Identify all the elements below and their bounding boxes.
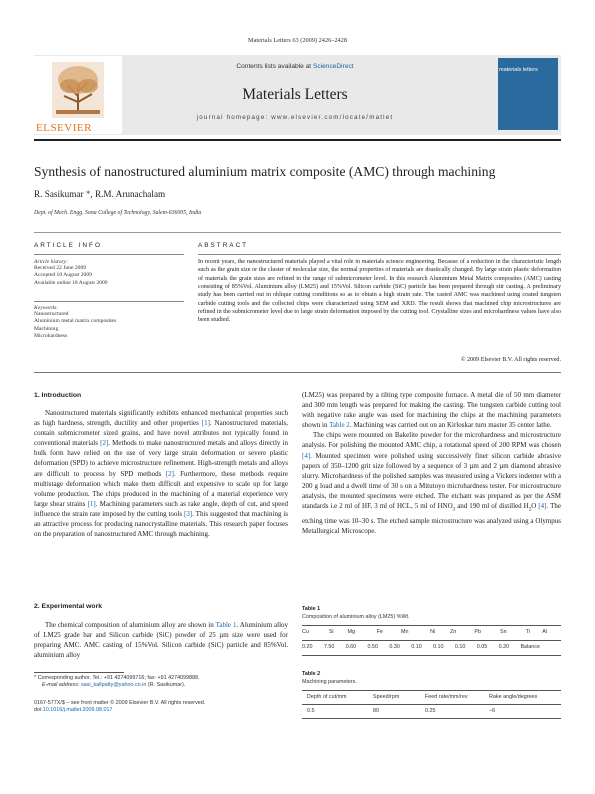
table-header-cell: Zn <box>449 629 457 635</box>
reference-link[interactable]: [4] <box>538 502 547 511</box>
table2-values <box>307 708 561 714</box>
article-info-heading: ARTICLE INFO <box>34 242 102 249</box>
doi-line: doi:10.1016/j.matlet.2009.08.017 <box>34 707 113 713</box>
table-header-cell: Si <box>328 629 334 635</box>
info-divider <box>34 232 561 233</box>
cover-title: materials letters <box>499 67 538 73</box>
article-info-rule <box>34 254 184 255</box>
table2-top-rule <box>302 690 561 691</box>
casting-paragraph: (LM25) was prepared by a tilting type composite furnace. A metal die of 50 mm diameter and 300 mm length was prepared for making the casting. The tungsten carbide cutting tool with negative rake angle was used for machining the chips at the machining parameters shown in Table 2. Machining was carried out on an Kirloskar turn master 35 center lathe. <box>302 391 561 430</box>
corresponding-author-marker[interactable]: * <box>83 189 91 199</box>
table-header-cell: Pb <box>474 629 481 635</box>
keywords-label: Keywords: <box>34 305 59 311</box>
elsevier-tree-icon <box>34 56 122 122</box>
table-header-cell: Ni <box>430 629 436 635</box>
table1-values <box>302 644 561 650</box>
reference-link[interactable]: [1] <box>201 419 210 428</box>
issn-doi <box>34 700 288 714</box>
table-header-cell: Fe <box>376 629 383 635</box>
table2-caption: Machining parameters. <box>302 679 357 685</box>
table-cell: 0.60 <box>345 644 357 650</box>
body-divider <box>34 372 561 373</box>
experimental-paragraph: The chemical composition of aluminium alloy are shown in Table 1. Aluminium alloy of LM25 grade bar and Silicon carbide (SiC) powder of 25 µm size were used for preparing AMC. AMC casting of 15%Vol. Silicon carbide (SiC) particle and 85%Vol. aluminium alloy <box>34 621 289 660</box>
table1-caption: Composition of aluminium alloy (LM25) %Wt. <box>302 614 410 620</box>
table-cell: 0.10 <box>433 644 444 650</box>
footnote <box>34 675 288 689</box>
table-row <box>307 708 561 714</box>
author-name: R. Sasikumar <box>34 189 84 199</box>
table-row <box>302 644 561 650</box>
table-cell: 0.05 <box>476 644 488 650</box>
table2-label: Table 2 <box>302 671 321 677</box>
corresponding-author-note: * Corresponding author. Tel.: +91 4274099716; fax: +91 4274099888. <box>34 675 200 681</box>
sciencedirect-link[interactable]: ScienceDirect <box>312 63 354 70</box>
reference-link[interactable]: [1] <box>87 499 96 508</box>
table-cell: 0.10 <box>454 644 466 650</box>
table-header-cell: Speed/rpm <box>373 694 400 700</box>
affiliation: Dept. of Mech. Engg. Sona College of Technology, Salem-636005, India <box>34 210 202 216</box>
email-note: E-mail address: sasi_kallpatty@yahoo.co.in (R. Sasikumar). <box>42 682 186 688</box>
reference-link[interactable]: [2] <box>100 439 109 448</box>
keywords-rule <box>34 301 184 302</box>
right-column-body <box>302 390 561 536</box>
experimental-body <box>34 620 288 660</box>
section-heading-introduction: 1. Introduction <box>34 392 82 399</box>
table1-top-rule <box>302 625 561 626</box>
keyword: Nanostructured <box>34 311 69 317</box>
table1-label: Table 1 <box>302 606 321 612</box>
table-header-cell: Mn <box>401 629 409 635</box>
table-header-cell: Al <box>542 629 548 635</box>
section-heading-experimental: 2. Experimental work <box>34 603 102 610</box>
table-cell: 0.25 <box>425 708 436 714</box>
table1-bottom-rule <box>302 655 561 656</box>
table-header-cell: Sn <box>500 629 507 635</box>
table-header-cell: Depth of cut/mm <box>307 694 347 700</box>
history-label: Article history: <box>34 259 69 265</box>
publisher-name: ELSEVIER <box>36 122 92 134</box>
contents-prefix: Contents lists available at <box>236 63 313 70</box>
table-header-cell: Ti <box>525 629 530 635</box>
sample-prep-paragraph: The chips were mounted on Bakelite powder for the microhardness and microstructure analysis. For polishing the mounted AMC chip, a rotational speed of 200 RPM was chosen [4]. Mounted specimen were polished using successively finer silicon carbide abrasive papers of 350–1200 grit size followed by a sequence of 3 µm and 2 µm diamond abrasive slurry. Microhardness of the polished samples was measured using a Vickers indenter with a 200 g load and a dwell time of 30 s on a Mitutoyo microhardness tester. For microstructure analysis, the mounted specimens were etched. The etchant was prepared as per the ASM standards i.e 2 ml of HF, 3 ml of HCL, 5 ml of $HNO_3$ and 190 ml of distilled $H_2O$ [4]. The etching time was 10–30 s. The etched sample microstructure was analyzed using a Olympus Metallurgical Microscope. <box>302 431 561 535</box>
table-cell: Balance <box>520 644 540 650</box>
journal-title: Materials Letters <box>242 86 348 103</box>
accepted-date: Accepted 10 August 2009 <box>34 272 92 279</box>
table1-mid-rule <box>302 640 561 641</box>
keyword: Microhardness <box>34 333 68 340</box>
journal-homepage[interactable]: journal homepage: www.elsevier.com/locate/matlet <box>196 114 394 121</box>
abstract-heading: ABSTRACT <box>198 242 249 249</box>
table-cell: 0.30 <box>389 644 400 650</box>
table-link[interactable]: Table 1 <box>215 621 237 629</box>
table-header-cell: Rake angle/degrees <box>489 694 538 700</box>
online-date: Available online 18 August 2009 <box>34 279 108 286</box>
table-cell: 0.10 <box>411 644 422 650</box>
keywords-block <box>34 305 184 341</box>
table-cell: 0.20 <box>302 644 313 650</box>
table-cell: 0.5 <box>307 708 315 714</box>
introduction-paragraph: Nanostructured materials significantly exhibits enhanced mechanical properties such as high hardness, strength, ductility and other properties [1]. Nanostructured materials, contain submicrometer sized grains, and have novel attributes not typically found in conventional materials [2]. Methods to make nanostructured metals and alloys directly in bulk form have relied on the use of very large strain deformation or severe plastic deformation (SPD) to achieve microstructure refinement. High-strength metals and alloys are difficult to process by SPD methods [2]. Furthermore, these methods require multistage deformation which make them difficult and expensive to scale up for large volume production. The chips produced in the machining of a material experience very large shear strains [1]. Machining parameters such as rake angle, depth of cut, and speed influence the strain rate imposed by the cutting tools [3]. This suggested that machining is an attractive process for producing nanocrystalline materials. This research paper focuses on the preparation of nanostructured AMC through machining. <box>34 409 288 539</box>
article-history <box>34 259 184 287</box>
table-header-cell: Mg <box>347 629 355 635</box>
table-link[interactable]: Table 2 <box>329 421 350 430</box>
table-cell: 80 <box>373 708 379 714</box>
table-header-cell: Cu <box>302 629 309 635</box>
table-header-row <box>307 694 561 700</box>
doi-link[interactable]: 10.1016/j.matlet.2009.08.017 <box>42 707 113 713</box>
article-title: Synthesis of nanostructured aluminium matrix composite (AMC) through machining <box>34 164 496 179</box>
table-cell: 7.50 <box>323 644 335 650</box>
reference-link[interactable]: [2] <box>165 469 174 478</box>
table2-mid-rule <box>302 704 561 705</box>
table-cell: 0.20 <box>498 644 510 650</box>
reference-link[interactable]: [4] <box>302 451 311 460</box>
table-cell: 0.50 <box>367 644 379 650</box>
keyword: Machining <box>34 325 59 332</box>
footnote-rule <box>34 672 124 673</box>
table-header-cell: Feed rate/mm/rev <box>425 694 468 700</box>
contents-available <box>160 63 430 70</box>
header-divider <box>34 139 561 141</box>
email-link[interactable]: sasi_kallpatty@yahoo.co.in <box>80 682 147 688</box>
table1 <box>302 629 561 635</box>
table2-bottom-rule <box>302 718 561 719</box>
keyword: Aluminium metal matrix composites <box>34 318 117 325</box>
issn-line: 0167-577X/$ – see front matter © 2009 Elsevier B.V. All rights reserved. <box>34 700 206 706</box>
author-name: , R.M. Arunachalam <box>90 189 166 199</box>
reference-link[interactable]: [3] <box>183 509 193 518</box>
abstract-rule <box>198 254 561 255</box>
received-date: Received 22 June 2009 <box>34 265 87 271</box>
introduction-body <box>34 408 288 539</box>
journal-citation: Materials Letters 63 (2009) 2426–2428 <box>248 37 347 44</box>
abstract-text: In recent years, the nanostructured materials played a vital role in materials science engineering. Because of a reduction in the characteristic length such as the grain size or the cluster of molecular size, the normal properties of materials are drastically changed. By large strain plastic deformation of materials the grain sizes are refined in the range of submicrometer level. In this research Aluminium Metal Matrix composites (AMC) casting consisting of 85%Vol. Aluminium alloy (LM25) and 15%Vol. Silicon carbide (SiC) particle has been prepared through stir casting. A preliminary study has been carried out in oblique cutting conditions so as to obtain a high strain rate. The casted AMC was machined using coated tungsten carbide cutting tools and the collected chips were characterized using SEM and XRD. The result shows that machined chip microstructures are refined in the submicrometer level due to large strain deformation imposed by the cutting tool. Crystalline sizes and microhardness values have also been studied. <box>198 259 561 324</box>
abstract-copyright: © 2009 Elsevier B.V. All rights reserved. <box>460 357 561 363</box>
table2 <box>307 694 561 700</box>
author-list <box>34 189 165 199</box>
table-header-row <box>302 629 561 635</box>
table-cell: −6 <box>489 708 496 714</box>
